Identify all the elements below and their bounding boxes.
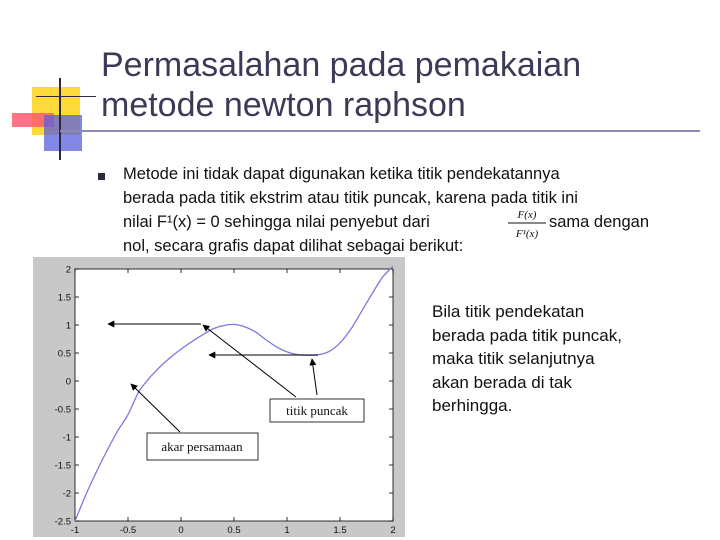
- formula-numerator: F(x): [517, 209, 537, 221]
- bullet-marker: [98, 173, 105, 180]
- x-tick-label: -1: [70, 525, 80, 536]
- label-titik-puncak: titik puncak: [286, 403, 348, 418]
- deco-blue-square: [44, 115, 82, 151]
- y-tick-label: -1: [62, 432, 71, 444]
- formula-fraction: [504, 206, 550, 246]
- side-line-1: Bila titik pendekatan: [432, 302, 585, 321]
- side-line-3: maka titik selanjutnya: [432, 349, 595, 368]
- title-divider: [60, 130, 700, 132]
- bullet-line-2: berada pada titik ekstrim atau titik puncak, karena pada titik ini: [123, 189, 578, 207]
- bullet-line-3-end: sama dengan: [549, 213, 649, 231]
- title-line-1: Permasalahan pada pemakaian: [101, 46, 582, 84]
- bullet-line-1: Metode ini tidak dapat digunakan ketika titik pendekatannya: [123, 165, 560, 183]
- x-tick-label: 2: [390, 525, 396, 536]
- y-tick-label: -0.5: [54, 404, 71, 416]
- side-line-2: berada pada titik puncak,: [432, 325, 622, 345]
- label-akar-persamaan: akar persamaan: [161, 439, 243, 454]
- deco-horizontal-line: [36, 96, 96, 97]
- x-tick-label: 1.5: [333, 525, 347, 536]
- title-line-2: metode newton raphson: [101, 86, 466, 124]
- y-tick-label: 0.5: [57, 348, 71, 360]
- x-tick-label: 0: [178, 525, 184, 536]
- bullet-line-4: nol, secara grafis dapat dilihat sebagai berikut:: [123, 237, 464, 255]
- y-tick-label: 1.5: [57, 292, 71, 304]
- y-tick-label: -1.5: [54, 460, 71, 472]
- y-tick-label: 1: [65, 320, 71, 332]
- y-tick-label: 2: [65, 264, 71, 276]
- x-tick-label: 0.5: [227, 525, 241, 536]
- side-line-5: berhingga.: [432, 396, 513, 415]
- x-tick-label: 1: [284, 525, 290, 536]
- x-tick-label: -0.5: [119, 525, 137, 536]
- deco-vertical-line: [59, 78, 61, 160]
- y-tick-label: -2.5: [54, 516, 71, 528]
- page-title: [101, 45, 701, 125]
- side-note: [432, 300, 622, 418]
- formula-denominator: F¹(x): [515, 228, 539, 240]
- side-line-4: akan berada di tak: [432, 372, 572, 392]
- y-tick-label: 0: [65, 376, 71, 388]
- newton-chart: [33, 257, 405, 537]
- plot-area: [75, 269, 393, 521]
- bullet-line-3: nilai F¹(x) = 0 sehingga nilai penyebut dari: [123, 213, 430, 231]
- y-tick-label: -2: [62, 488, 71, 500]
